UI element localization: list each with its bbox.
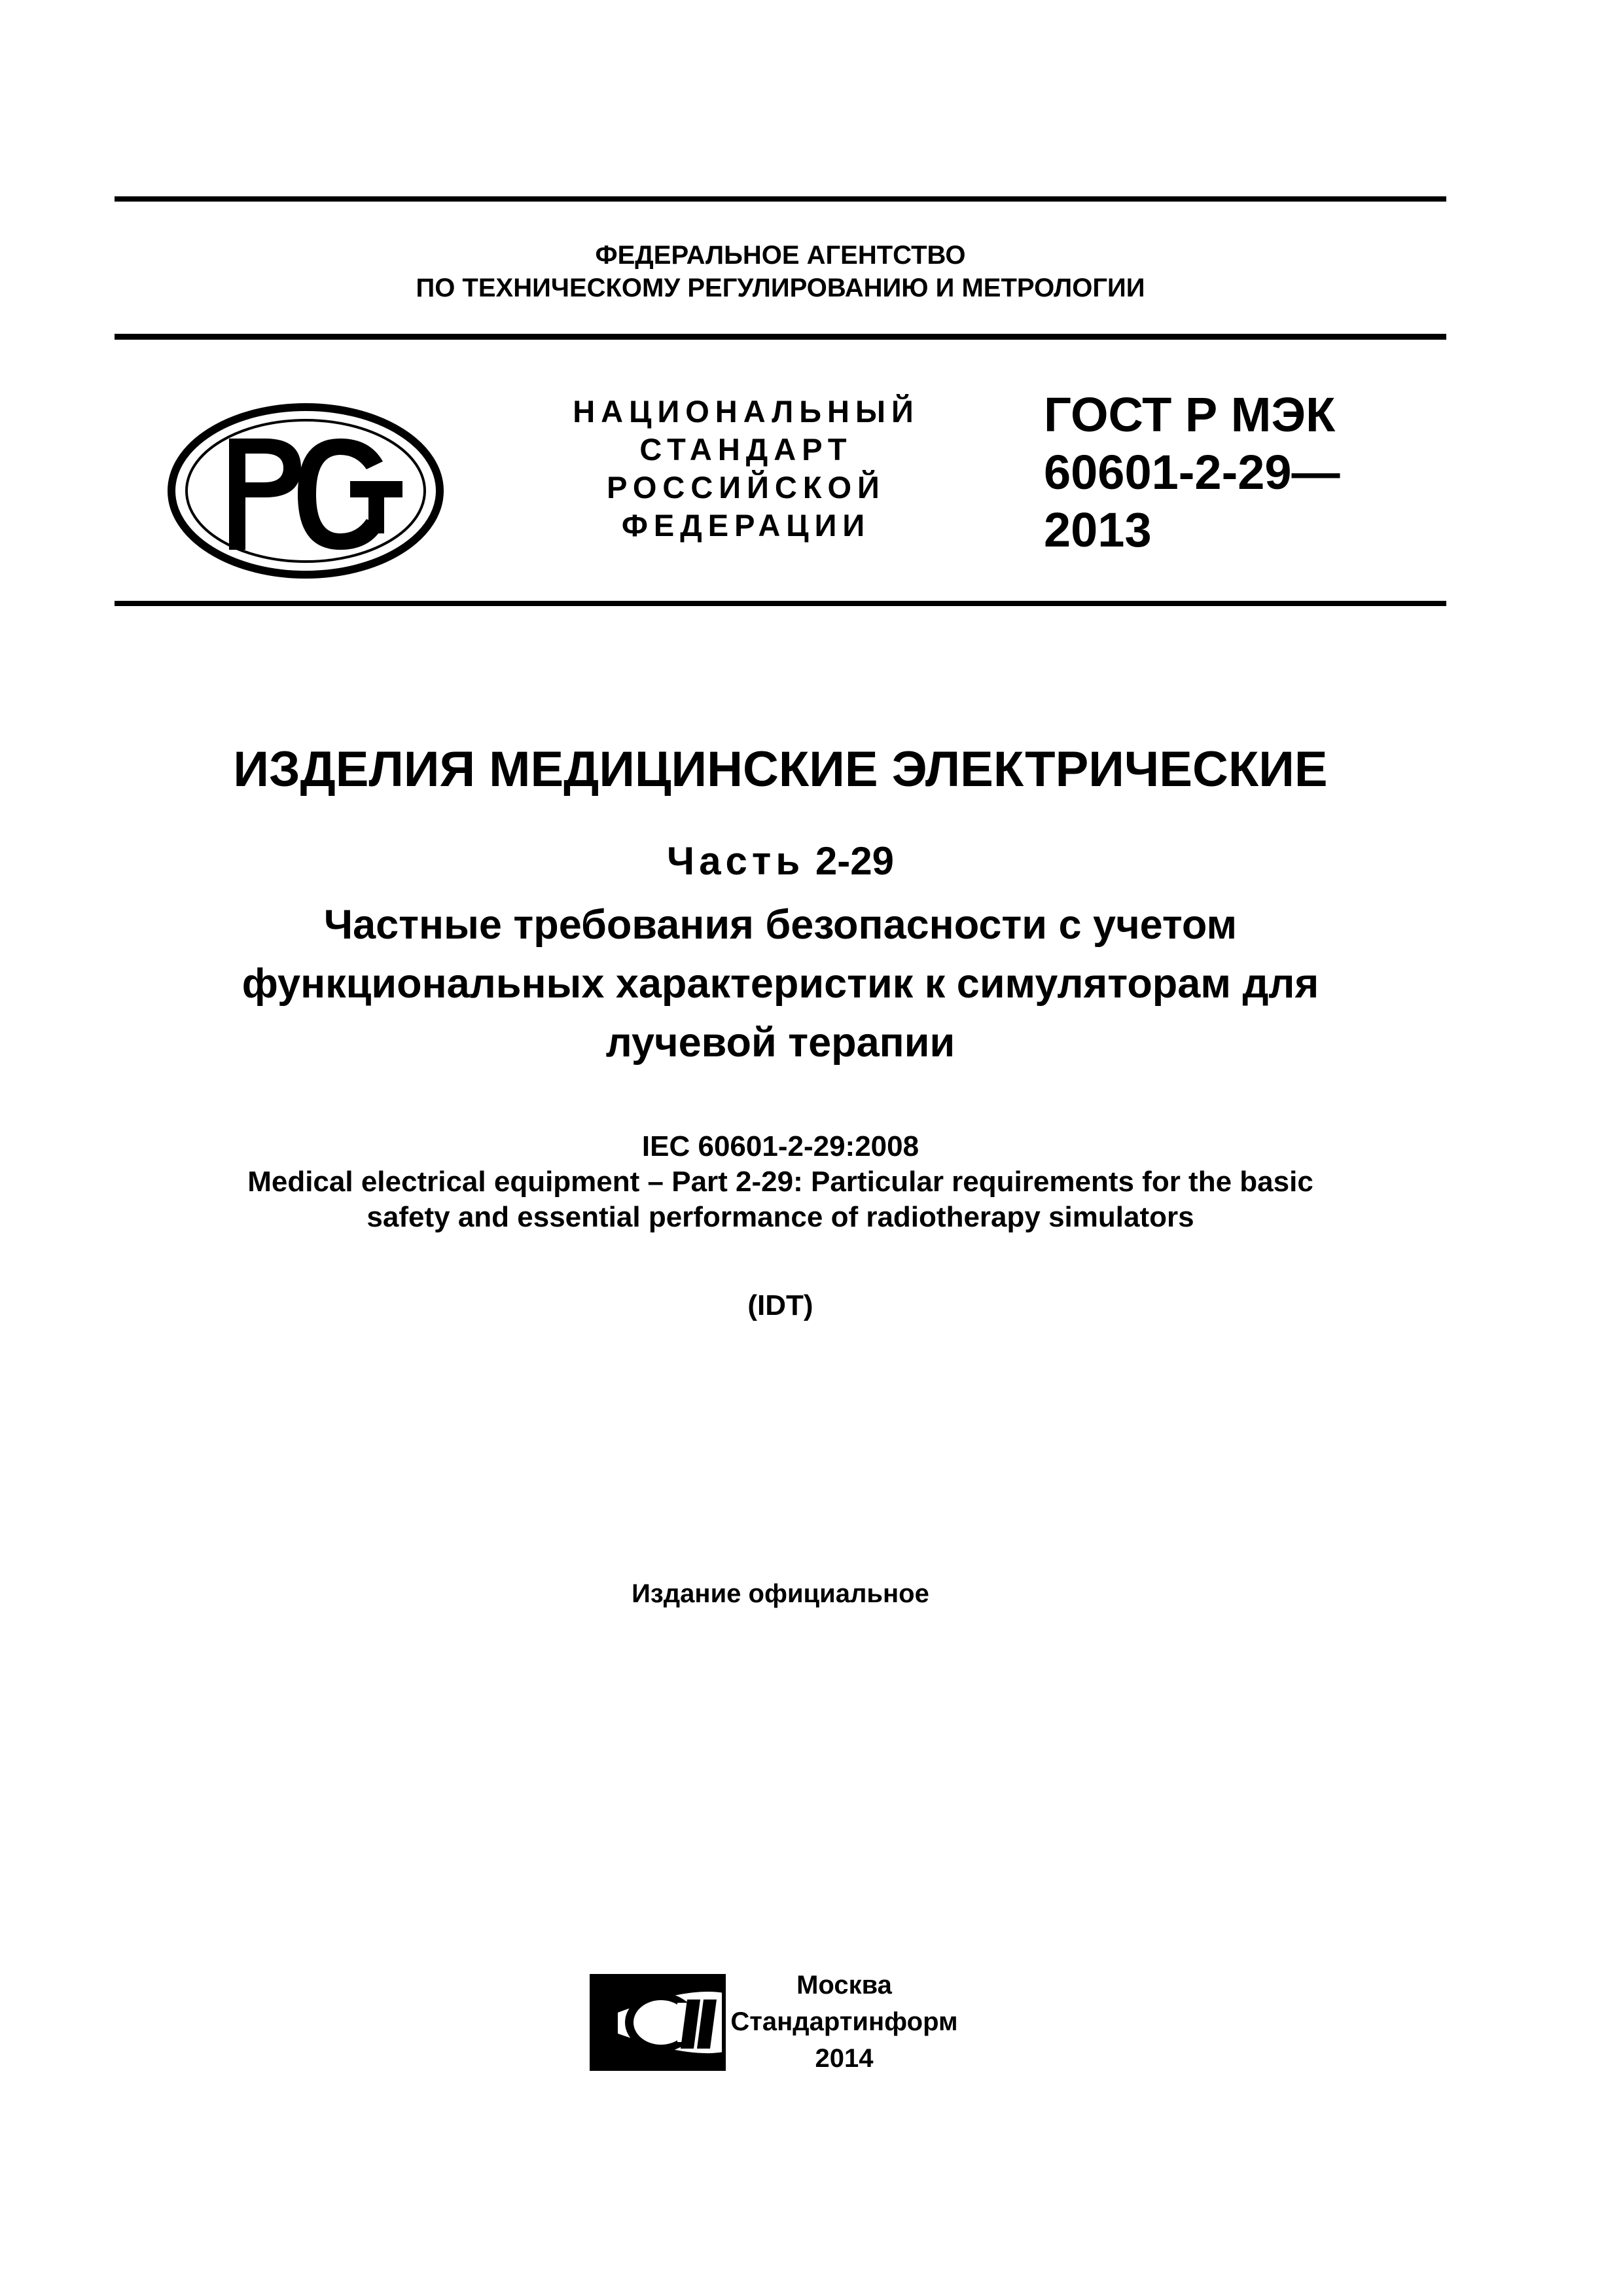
iec-line-2: Medical electrical equipment – Part 2-29: Particular requirements for the basic: [247, 1166, 1313, 1198]
designation-line-3: 2013: [1044, 503, 1152, 557]
national-line-4: ФЕДЕРАЦИИ: [621, 508, 871, 543]
idt-marker: (IDT): [747, 1289, 813, 1321]
designation-line-2: 60601-2-29—: [1044, 445, 1340, 499]
part-heading: [115, 838, 1446, 885]
part-label: Часть: [667, 839, 805, 883]
rst-emblem-icon: [167, 403, 445, 579]
publisher-name: Стандартинформ: [730, 2007, 958, 2036]
subtitle-line-2: функциональных характеристик к симуляторам для: [241, 961, 1319, 1007]
iec-line-3: safety and essential performance of radiotherapy simulators: [366, 1201, 1194, 1233]
agency-line-2: ПО ТЕХНИЧЕСКОМУ РЕГУЛИРОВАНИЮ И МЕТРОЛОГИИ: [416, 274, 1145, 302]
header-rule: [115, 334, 1446, 340]
edition-label: Издание официальное: [632, 1579, 929, 1608]
document-subtitle: [115, 895, 1446, 1072]
designation-rule: [115, 601, 1446, 606]
subtitle-line-3: лучевой терапии: [605, 1020, 955, 1066]
national-line-2: СТАНДАРТ: [639, 432, 853, 467]
agency-line-1: ФЕДЕРАЛЬНОЕ АГЕНТСТВО: [595, 241, 966, 270]
document-title: ИЗДЕЛИЯ МЕДИЦИНСКИЕ ЭЛЕКТРИЧЕСКИЕ: [233, 742, 1328, 797]
iec-reference: [115, 1129, 1446, 1235]
part-number: 2-29: [815, 839, 894, 883]
publisher-year: 2014: [815, 2044, 874, 2073]
designation-line-1: ГОСТ Р МЭК: [1044, 387, 1336, 442]
sti-logo-icon: [589, 1973, 726, 2072]
standard-designation: [1044, 386, 1436, 559]
agency-name: [115, 239, 1446, 304]
publisher-block: [720, 1967, 969, 2077]
subtitle-line-1: Частные требования безопасности с учетом: [323, 902, 1238, 948]
national-line-3: РОССИЙСКОЙ: [607, 470, 885, 505]
iec-line-1: IEC 60601-2-29:2008: [641, 1130, 919, 1162]
national-line-1: НАЦИОНАЛЬНЫЙ: [573, 394, 919, 429]
national-standard-label: [543, 393, 949, 545]
publisher-city: Москва: [796, 1971, 892, 2000]
top-rule: [115, 196, 1446, 202]
